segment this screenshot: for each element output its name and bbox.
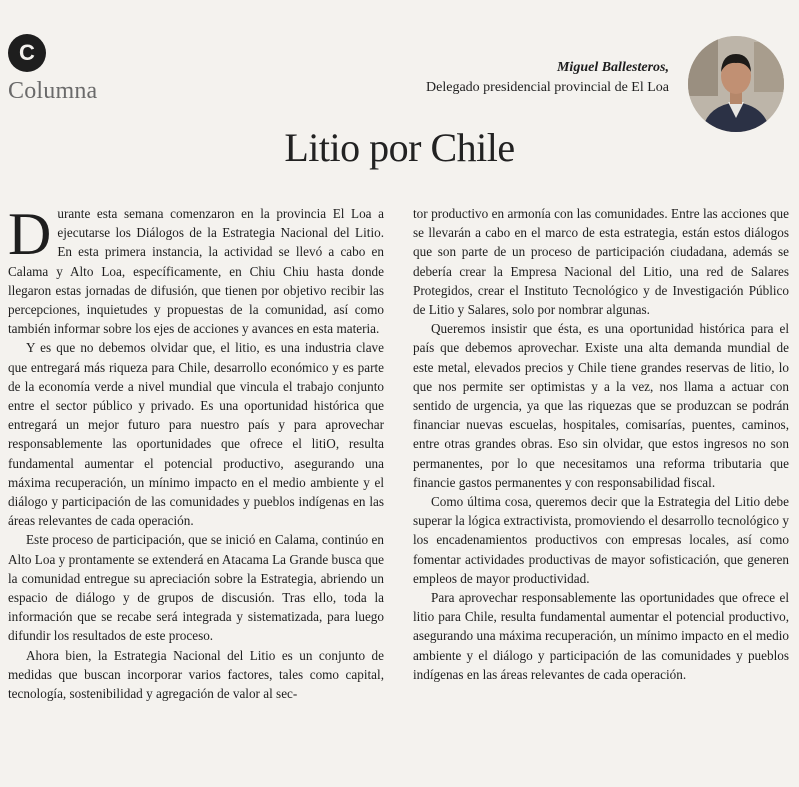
article-column-right <box>413 204 789 684</box>
article-paragraph: Como última cosa, queremos decir que la Estrategia del Litio debe superar la lógica extractivista, promoviendo el desarrollo tecnológico y los encadenamientos productivos con empresas locales, así como fomentar actividades productivas de mayor sofisticación, que generen empleos de mayor productividad. <box>413 494 789 586</box>
article-paragraph: tor productivo en armonía con las comunidades. Entre las acciones que se llevarán a cabo en el marco de esta estrategia, están estos diálogos que son parte de un proceso de participación ciudadana, además se debería crear la Empresa Nacional del Litio, una red de Salares Protegidos, crear el Instituto Tecnológico y de Investigación Público de Litio y Salares, solo por nombrar algunas. <box>413 206 789 318</box>
article-column-left <box>8 201 384 703</box>
article-paragraph-text: urante esta semana comenzaron en la provincia El Loa a ejecutarse los Diálogos de la Estrategia Nacional del Litio. En esta primera instancia, la actividad se llevó a cabo en Calama y Alto Loa, específicamente, en Chiu Chiu hasta donde llegaron estas jornadas de difusión, que tienen por objetivo recibir las percepciones, inquietudes y propuestas de la comunidad, así como también informar sobre los ejes de acciones y avances en esta materia. <box>8 206 384 337</box>
author-photo <box>688 36 784 132</box>
article-paragraph: Para aprovechar responsablemente las oportunidades que ofrece el litio para Chile, resulta fundamental aumentar el potencial productivo, asegurando una máxima recuperación, un mínimo impacto en el medio ambiente y el diálogo y participación de las comunidades y pueblos indígenas en las áreas relevantes de cada operación. <box>413 590 789 682</box>
section-label: Columna <box>8 78 98 104</box>
section-badge: C <box>8 34 46 72</box>
author-name: Miguel Ballesteros, <box>556 60 669 75</box>
author-role: Delegado presidencial provincial de El Loa <box>426 80 669 95</box>
article-paragraph: Este proceso de participación, que se inició en Calama, continúo en Alto Loa y prontamente se extenderá en Atacama La Grande busca que la comunidad entregue su apreciación sobre la Estrategia, abriendo un espacio de diálogo y de grupos de discusión. Tras ello, toda la información que se recabe será integrada y sistematizada, para luego difundir los resultados de este proceso. <box>8 532 384 644</box>
author-photo-image <box>688 36 784 132</box>
article-paragraph: Y es que no debemos olvidar que, el litio, es una industria clave que entregará más riqueza para Chile, desarrollo económico y es parte de la economía verde a nivel mundial que vincula el trabajo conjunto entre el sector público y privado. Es una oportunidad histórica que entregará un mejor futuro para nuestro país y para aprovechar responsablemente las oportunidades que ofrece el litiO, resulta fundamental aumentar el potencial productivo, asegurando una máxima recuperación, un mínimo impacto en el medio ambiente y el diálogo y participación de las comunidades y pueblos indígenas en las áreas relevantes de cada operación. <box>8 340 384 529</box>
article-paragraph <box>8 201 384 338</box>
article-paragraph: Ahora bien, la Estrategia Nacional del Litio es un conjunto de medidas que buscan incorporar varios factores, tales como capital, tecnología, sostenibilidad y agregación de valor al sec- <box>8 647 384 702</box>
author-block <box>426 58 669 98</box>
article-paragraph: Queremos insistir que ésta, es una oportunidad histórica para el país que debemos aprovechar. Existe una alta demanda mundial de este metal, elevados precios y Chile tiene grandes reservas de litio, lo que nos permite ser optimistas y a la vez, nos llama a actuar con sentido de urgencia, ya que las riquezas que se produzcan se podrán financiar nuevas escuelas, hospitales, comisarías, puentes, caminos, entre otras grandes obras. Eso sin olvidar, que estos ingresos no son permanentes, por lo que necesitamos una reforma tributaria que financie gastos permanentes y con responsabilidad fiscal. <box>413 321 789 490</box>
headline: Litio por Chile <box>284 125 515 170</box>
drop-cap: D <box>8 201 52 267</box>
